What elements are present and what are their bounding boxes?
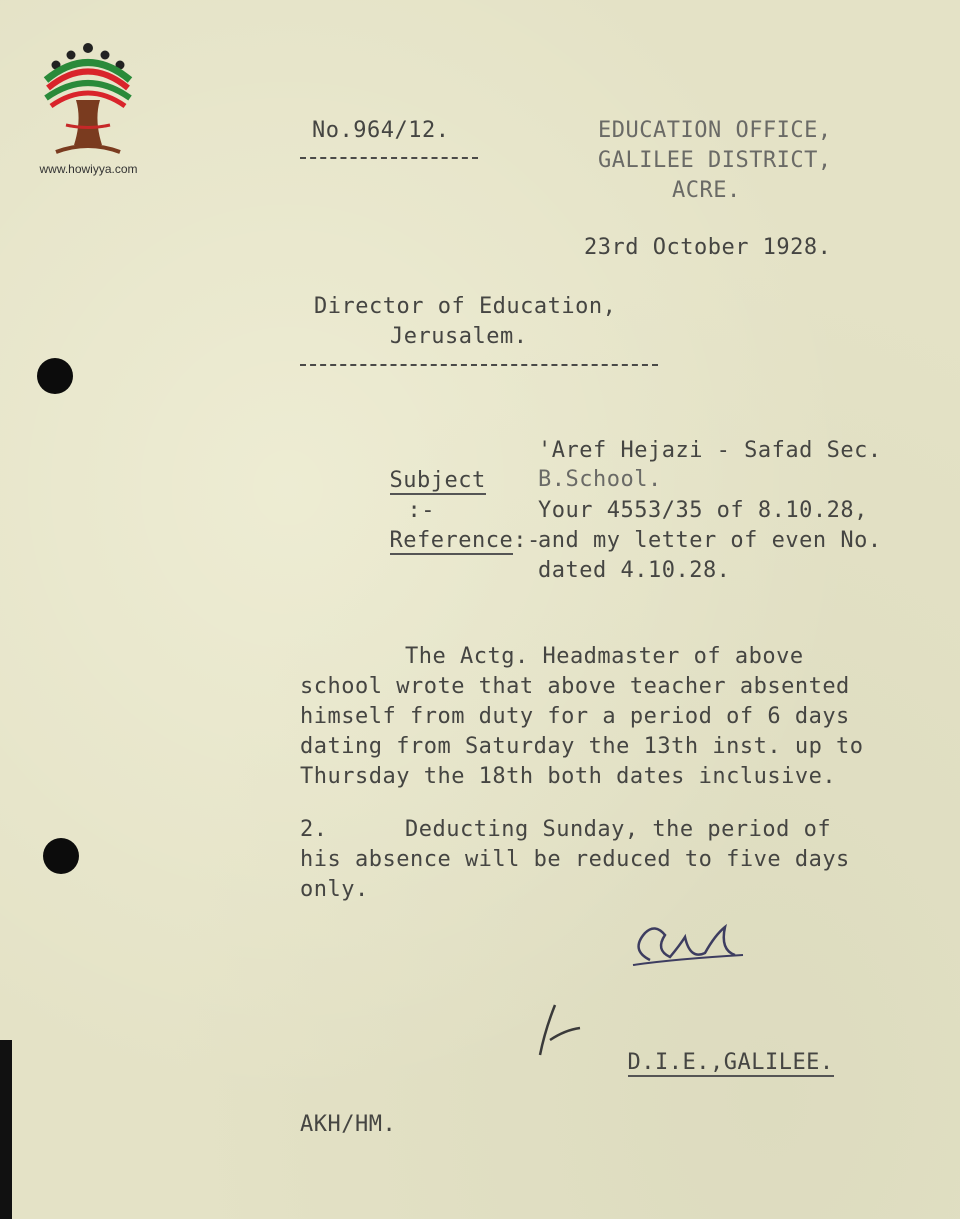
howiyya-logo: [26, 40, 151, 182]
body-para1-line-1: The Actg. Headmaster of above: [405, 644, 804, 669]
punch-hole-top: [37, 358, 73, 394]
body-para1-line-3: himself from duty for a period of 6 days: [300, 704, 850, 729]
addressee-underline: [300, 364, 658, 366]
body-para2-line-3: only.: [300, 877, 369, 902]
addressee-line-2: Jerusalem.: [390, 324, 528, 349]
typist-reference: AKH/HM.: [300, 1112, 397, 1137]
handwritten-fo-mark-icon: [530, 1000, 590, 1060]
reference-line-1: Your 4553/35 of 8.10.28,: [538, 498, 868, 523]
handwritten-initials-icon: [625, 915, 755, 975]
subject-line-1: 'Aref Hejazi - Safad Sec.: [538, 438, 882, 463]
signature-title: [600, 1018, 834, 1078]
reference-label-text: Reference: [389, 528, 514, 553]
howiyya-tree-logo-icon: [26, 40, 151, 160]
office-line-2: GALILEE DISTRICT,: [598, 148, 832, 173]
body-para1-line-5: Thursday the 18th both dates inclusive.: [300, 764, 837, 789]
reference-label: [362, 496, 541, 556]
subject-label-text: Subject: [389, 468, 486, 493]
office-line-1: EDUCATION OFFICE,: [598, 118, 832, 143]
signature-title-text: D.I.E.,GALILEE.: [627, 1050, 834, 1075]
body-para1-line-2: school wrote that above teacher absented: [300, 674, 850, 699]
body-para1-line-4: dating from Saturday the 13th inst. up to: [300, 734, 864, 759]
subject-line-2: B.School.: [538, 467, 662, 492]
reference-sep: :-: [513, 528, 541, 553]
body-para2-line-1: Deducting Sunday, the period of: [405, 817, 832, 842]
office-line-3: ACRE.: [672, 178, 741, 203]
addressee-line-1: Director of Education,: [314, 294, 617, 319]
letter-date: 23rd October 1928.: [584, 235, 832, 260]
reference-number: No.964/12.: [312, 118, 450, 143]
punch-hole-bottom: [43, 838, 79, 874]
scan-edge-shadow: [0, 1040, 12, 1219]
watermark-url: www.howiyya.com: [39, 162, 138, 176]
reference-line-2: and my letter of even No.: [538, 528, 882, 553]
body-para2-number: 2.: [300, 817, 328, 842]
reference-line-3: dated 4.10.28.: [538, 558, 731, 583]
ref-underline: [300, 157, 478, 159]
subject-sep: :-: [407, 498, 435, 523]
body-para2-line-2: his absence will be reduced to five days: [300, 847, 850, 872]
